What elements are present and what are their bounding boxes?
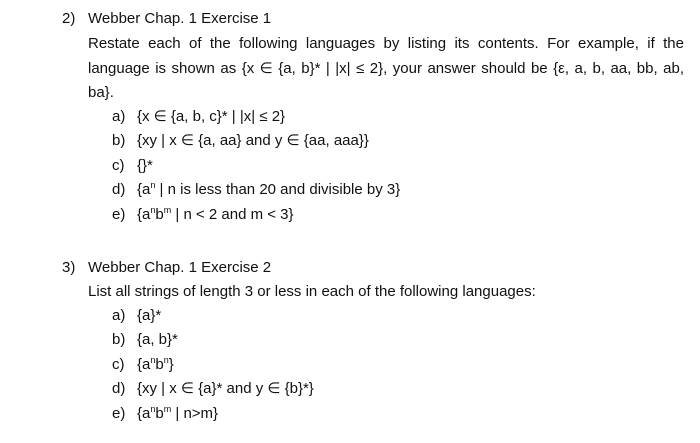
exercise-3-item-a: a) {a}* (112, 307, 162, 324)
exercise-3-item-c: c) $\{a^nb^n\}$ (112, 354, 174, 373)
exercise-2-item-d: d) {$a^n$ | n is less than 20 and divisible by 3} (112, 180, 401, 199)
exercise-2-item-c: c) {}* (112, 156, 153, 174)
exercise-2-item-e: e) {$a^nb^m$ | n < 2 and m < 3} (112, 204, 294, 223)
item-text: {x ∈ {a, b, c}* | |x| ≤ 2} (137, 108, 286, 125)
item-text: $\{a^nb^n\}$ (137, 354, 174, 373)
exercise-3-number: 3) (62, 259, 76, 276)
item-text: {$a^nb^m$ | n>m} (137, 403, 219, 422)
exercise-3-heading (62, 256, 271, 280)
exercise-2-heading (62, 7, 271, 31)
exercise-3-item-d: d) {xy | x ∈ {a}* and y ∈ {b}*} (112, 380, 314, 398)
exercise-2-item-b: b) {xy | x ∈ {a, aa} and y ∈ {aa, aaa}} (112, 132, 369, 150)
exercise-2-items (112, 105, 400, 227)
exercise-3-instruction: List all strings of length 3 or less in each of the following languages: (88, 283, 536, 300)
exercise-2-item-a: a) {x ∈ {a, b, c}* | |x| ≤ 2} (112, 108, 286, 125)
exercise-2-instruction: Restate each of the following languages by listing its contents. For example, if the language is shown as {x ∈ {a, b}* | |x| ≤ 2}, your answer should be {ε, a, b, aa, bb, ab, ba}. (88, 35, 684, 101)
item-text: {$a^nb^m$ | n < 2 and m < 3} (137, 204, 294, 223)
item-text: {a}* (137, 307, 162, 324)
item-text: {}* (137, 156, 153, 174)
item-text: {a, b}* (137, 331, 178, 349)
item-text: {xy | x ∈ {a}* and y ∈ {b}*} (137, 380, 314, 398)
exercise-3-items (112, 304, 314, 426)
item-text: {$a^n$ | n is less than 20 and divisible by 3} (137, 180, 401, 199)
item-text: {xy | x ∈ {a, aa} and y ∈ {aa, aaa}} (137, 132, 369, 150)
exercise-2-title: Webber Chap. 1 Exercise 1 (88, 10, 272, 27)
exercise-2-number: 2) (62, 10, 76, 27)
exercise-3-item-e: e) {$a^nb^m$ | n>m} (112, 403, 219, 422)
exercise-3-item-b: b) {a, b}* (112, 331, 178, 349)
exercise-3-title: Webber Chap. 1 Exercise 2 (88, 259, 272, 276)
